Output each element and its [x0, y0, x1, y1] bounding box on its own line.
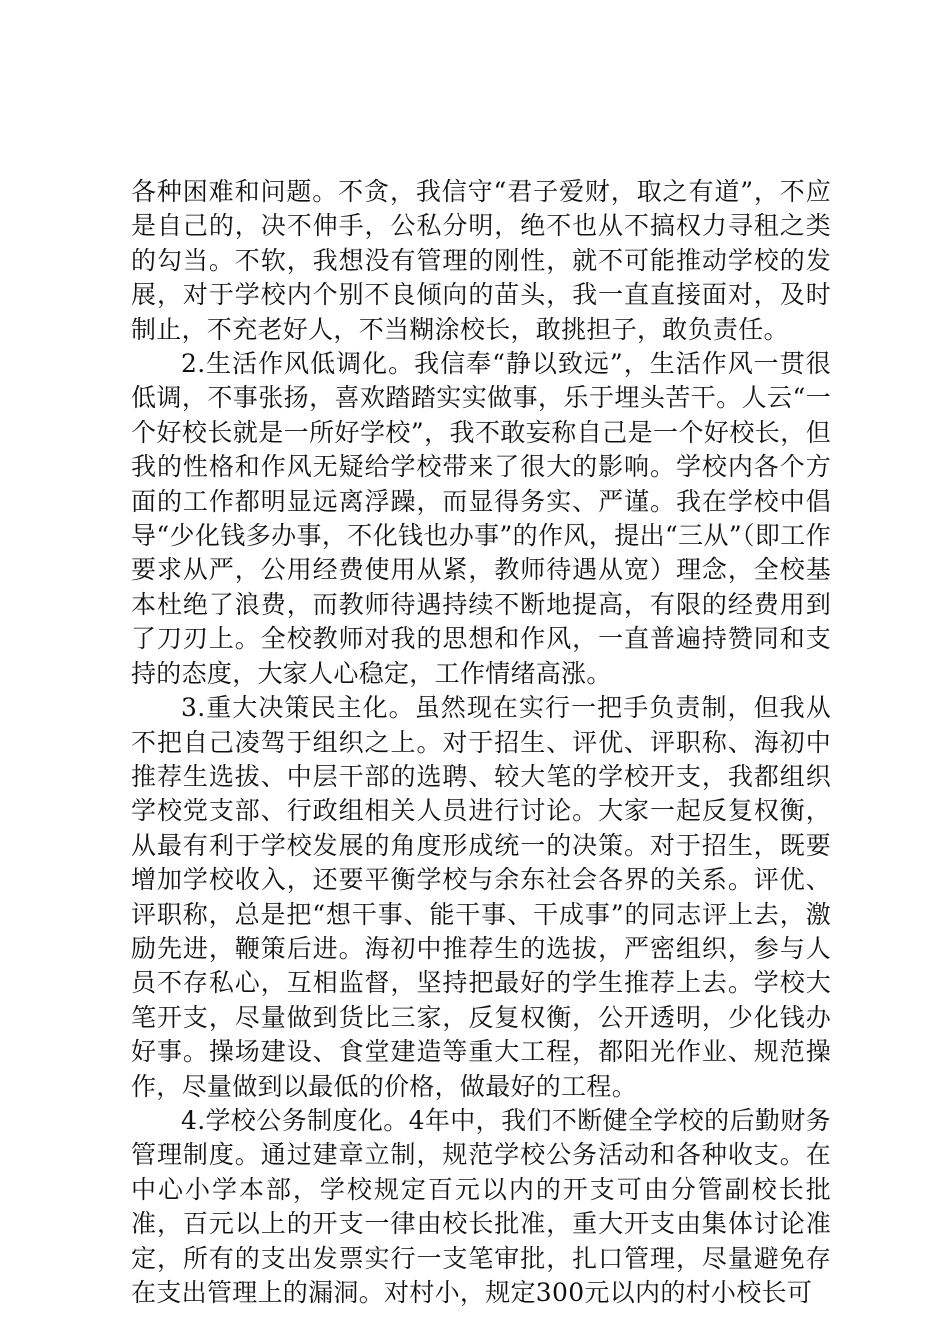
paragraph-affairs-system: 4.学校公务制度化。4年中，我们不断健全学校的后勤财务管理制度。通过建章立制，规范学校公务活动和各种收支。在中心小学本部，学校规定百元以内的开支可由分管副校长批准，百元以上的开支一律由校长批准，重大开支由集体讨论准定，所有的支出发票实行一支笔审批，扎口管理，尽量避免存在支出管理上的漏洞。对村小，规定300元以内的村小校长可 [131, 1105, 831, 1307]
paragraph-continuation: 各种困难和问题。不贪，我信守“君子爱财，取之有道”，不应是自己的，决不伸手，公私分明，绝不也从不搞权力寻租之类的勾当。不软，我想没有管理的刚性，就不可能推动学校的发展，对于学校内个别不良倾向的苗头，我一直直接面对，及时制止，不充老好人，不当糊涂校长，敢挑担子，敢负责任。 [131, 177, 831, 344]
paragraph-lifestyle: 2.生活作风低调化。我信奉“静以致远”，生活作风一贯很低调，不事张扬，喜欢踏踏实实做事，乐于埋头苦干。人云“一个好校长就是一所好学校”，我不敢妄称自己是一个好校长，但我的性格和作风无疑给学校带来了很大的影响。学校内各个方面的工作都明显远离浮躁，而显得务实、严谨。我在学校中倡导“少化钱多办事，不化钱也办事”的作风，提出“三从”（即工作要求从严，公用经费使用从紧，教师待遇从宽）理念，全校基本杜绝了浪费，而教师待遇持续不断地提高，有限的经费用到了刀刃上。全校教师对我的思想和作风，一直普遍持赞同和支持的态度，大家人心稳定，工作情绪高涨。 [131, 349, 831, 688]
paragraph-decision-making: 3.重大决策民主化。虽然现在实行一把手负责制，但我从不把自己凌驾于组织之上。对于招生、评优、评职称、海初中推荐生选拔、中层干部的选聘、较大笔的学校开支，我都组织学校党支部、行政组相关人员进行讨论。大家一起反复权衡，从最有利于学校发展的角度形成统一的决策。对于招生，既要增加学校收入，还要平衡学校与余东社会各界的关系。评优、评职称，总是把“想干事、能干事、干成事”的同志评上去，激励先进，鞭策后进。海初中推荐生的选拔，严密组织，参与人员不存私心，互相监督，坚持把最好的学生推荐上去。学校大笔开支，尽量做到货比三家，反复权衡，公开透明，少化钱办好事。操场建设、食堂建造等重大工程，都阳光作业、规范操作，尽量做到以最低的价格，做最好的工程。 [131, 693, 831, 1101]
body-text [131, 175, 831, 1310]
